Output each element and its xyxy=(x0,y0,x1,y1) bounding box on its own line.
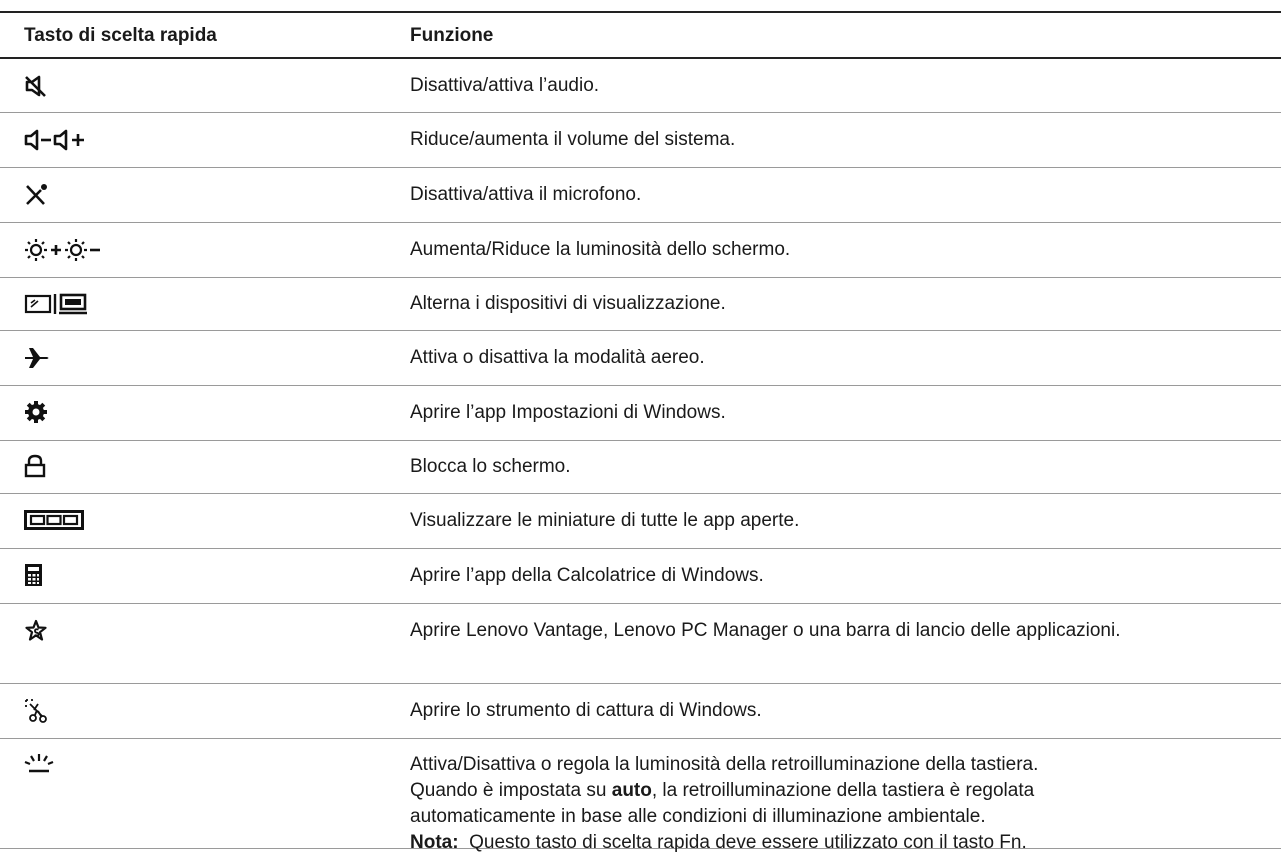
text-run: , la retroilluminazione della tastiera è regolata xyxy=(651,780,1035,801)
microphone-mute-icon xyxy=(24,182,50,208)
bold-term: auto xyxy=(611,780,652,801)
table-row xyxy=(0,548,1281,604)
header-function: Funzione xyxy=(410,25,494,46)
volume-down-up-icon xyxy=(24,128,104,152)
table-row xyxy=(0,440,1281,494)
lock-icon xyxy=(24,454,46,478)
note-text: Questo tasto di scelta rapida deve essere utilizzato con il tasto Fn. xyxy=(458,832,1027,853)
airplane-icon xyxy=(24,346,50,370)
table-row xyxy=(0,59,1281,113)
table-row xyxy=(0,222,1281,278)
function-text: Aprire lo strumento di cattura di Windows. xyxy=(410,700,762,721)
table-row xyxy=(0,277,1281,331)
function-text: Attiva o disattiva la modalità aereo. xyxy=(410,347,705,368)
snipping-tool-icon xyxy=(24,698,48,724)
display-switch-icon xyxy=(24,292,94,316)
function-line xyxy=(410,778,1250,804)
function-text: Visualizzare le miniature di tutte le app aperte. xyxy=(410,510,800,531)
speaker-mute-icon xyxy=(24,74,48,98)
table-row xyxy=(0,738,1281,853)
function-line: Attiva/Disattiva o regola la luminosità della retroilluminazione della tastiera. xyxy=(410,754,1039,775)
keyboard-backlight-icon xyxy=(24,752,54,774)
function-text: Aprire l’app Impostazioni di Windows. xyxy=(410,402,726,423)
task-view-icon xyxy=(24,510,84,530)
table-row xyxy=(0,167,1281,223)
table-header-row xyxy=(0,13,1281,59)
function-text: Aumenta/Riduce la luminosità dello schermo. xyxy=(410,239,791,260)
calculator-icon xyxy=(24,563,44,587)
function-text-multiline xyxy=(410,752,1250,856)
table-row xyxy=(0,683,1281,739)
header-key: Tasto di scelta rapida xyxy=(24,25,217,46)
table-row xyxy=(0,493,1281,549)
note-label: Nota: xyxy=(410,832,459,853)
brightness-up-down-icon xyxy=(24,237,120,263)
function-text: Disattiva/attiva il microfono. xyxy=(410,184,642,205)
text-run: Quando è impostata su xyxy=(410,780,612,801)
table-row xyxy=(0,330,1281,386)
gear-icon xyxy=(24,400,48,424)
table-row xyxy=(0,603,1281,684)
table-row xyxy=(0,385,1281,441)
function-line: automaticamente in base alle condizioni di illuminazione ambientale. xyxy=(410,806,986,827)
function-text: Alterna i dispositivi di visualizzazione. xyxy=(410,293,726,314)
note-line xyxy=(410,830,1250,856)
function-text: Riduce/aumenta il volume del sistema. xyxy=(410,129,736,150)
function-text: Aprire l’app della Calcolatrice di Windows. xyxy=(410,565,764,586)
function-text: Disattiva/attiva l’audio. xyxy=(410,75,600,96)
function-text: Aprire Lenovo Vantage, Lenovo PC Manager o una barra di lancio delle applicazioni. xyxy=(410,620,1121,641)
function-text: Blocca lo schermo. xyxy=(410,456,571,477)
star-s-icon xyxy=(24,619,48,643)
table-row xyxy=(0,112,1281,168)
